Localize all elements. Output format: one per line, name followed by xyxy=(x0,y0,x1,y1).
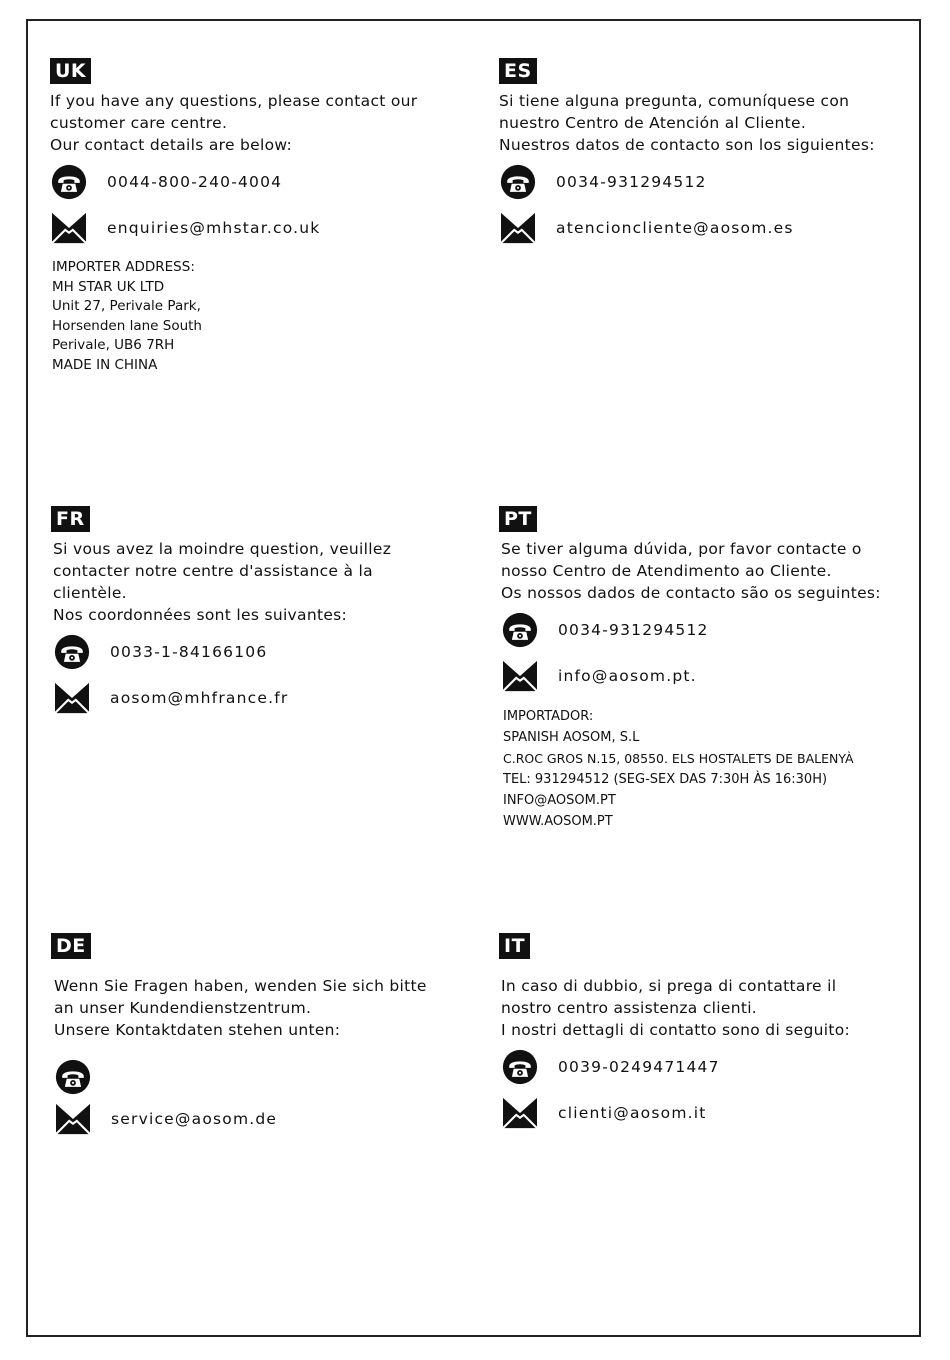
email-address-pt: info@aosom.pt. xyxy=(558,667,697,685)
address-line: MH STAR UK LTD xyxy=(52,278,165,295)
email-row-uk xyxy=(50,208,470,248)
intro-text-uk xyxy=(50,90,470,156)
section-it xyxy=(499,933,919,1133)
envelope-icon xyxy=(501,1095,539,1131)
language-badge-es: ES xyxy=(499,58,537,84)
intro-line: an unser Kundendienstzentrum. xyxy=(54,999,312,1017)
telephone-icon xyxy=(499,164,537,200)
intro-line: Os nossos dados de contacto são os seguintes: xyxy=(501,584,881,602)
intro-text-fr xyxy=(53,538,471,626)
email-address-uk: enquiries@mhstar.co.uk xyxy=(107,219,321,237)
telephone-icon xyxy=(53,634,91,670)
envelope-icon xyxy=(54,1101,92,1137)
intro-line: customer care centre. xyxy=(50,114,228,132)
address-line: Perivale, UB6 7RH xyxy=(52,337,175,353)
envelope-icon xyxy=(501,658,539,694)
intro-line: Nos coordonnées sont les suivantes: xyxy=(53,606,348,624)
phone-number-uk: 0044-800-240-4004 xyxy=(107,173,283,191)
phone-row-de xyxy=(54,1057,471,1097)
section-es xyxy=(499,58,919,248)
email-row-it xyxy=(501,1093,919,1133)
email-row-es xyxy=(499,208,919,248)
phone-number-es: 0034-931294512 xyxy=(556,173,707,191)
intro-line: clientèle. xyxy=(53,584,127,602)
intro-line: Unsere Kontaktdaten stehen unten: xyxy=(54,1021,341,1039)
intro-line: If you have any questions, please contact our xyxy=(50,92,418,110)
intro-line: Si tiene alguna pregunta, comuníquese con xyxy=(499,92,850,110)
email-address-de: service@aosom.de xyxy=(111,1110,278,1128)
address-line: INFO@AOSOM.PT xyxy=(503,793,616,808)
telephone-icon xyxy=(501,1049,539,1085)
intro-line: nosso Centro de Atendimento ao Cliente. xyxy=(501,562,832,580)
section-pt xyxy=(499,506,919,832)
envelope-icon xyxy=(50,210,88,246)
intro-text-de xyxy=(54,975,471,1041)
email-row-pt xyxy=(501,656,919,696)
email-address-fr: aosom@mhfrance.fr xyxy=(110,689,289,707)
phone-number-it: 0039-0249471447 xyxy=(558,1058,720,1076)
telephone-icon xyxy=(54,1059,92,1095)
phone-row-pt xyxy=(501,610,919,650)
language-badge-fr: FR xyxy=(51,506,90,532)
intro-text-it xyxy=(501,975,919,1041)
envelope-icon xyxy=(499,210,537,246)
address-line: C.ROC GROS N.15, 08550. ELS HOSTALETS DE BALENYÀ xyxy=(503,751,854,766)
language-badge-it: IT xyxy=(499,933,530,959)
telephone-icon xyxy=(501,612,539,648)
intro-line: In caso di dubbio, si prega di contattare il xyxy=(501,977,837,995)
intro-line: Wenn Sie Fragen haben, wenden Sie sich bitte xyxy=(54,977,427,995)
phone-row-es xyxy=(499,162,919,202)
intro-line: nuestro Centro de Atención al Cliente. xyxy=(499,114,807,132)
intro-line: contacter notre centre d'assistance à la xyxy=(53,562,373,580)
address-line: SPANISH AOSOM, S.L xyxy=(503,730,640,745)
telephone-icon xyxy=(50,164,88,200)
phone-row-fr xyxy=(53,632,471,672)
intro-text-es xyxy=(499,90,919,156)
section-uk xyxy=(50,58,470,375)
intro-line: Our contact details are below: xyxy=(50,136,293,154)
importer-address-pt xyxy=(503,706,919,832)
envelope-icon xyxy=(53,680,91,716)
address-line: IMPORTER ADDRESS: xyxy=(52,259,195,275)
language-badge-de: DE xyxy=(51,933,91,959)
address-line: TEL: 931294512 (SEG-SEX DAS 7:30H ÀS 16:30H) xyxy=(503,772,828,787)
section-de xyxy=(51,933,471,1139)
language-badge-pt: PT xyxy=(499,506,537,532)
email-row-fr xyxy=(53,678,471,718)
intro-line: Se tiver alguma dúvida, por favor contacte o xyxy=(501,540,862,558)
phone-row-uk xyxy=(50,162,470,202)
address-line: Unit 27, Perivale Park, xyxy=(52,298,201,314)
intro-line: I nostri dettagli di contatto sono di seguito: xyxy=(501,1021,851,1039)
email-address-es: atencioncliente@aosom.es xyxy=(556,219,794,237)
address-line: MADE IN CHINA xyxy=(52,356,158,373)
phone-number-pt: 0034-931294512 xyxy=(558,621,709,639)
address-line: IMPORTADOR: xyxy=(503,709,594,724)
email-address-it: clienti@aosom.it xyxy=(558,1104,707,1122)
intro-text-pt xyxy=(501,538,919,604)
phone-row-it xyxy=(501,1047,919,1087)
language-badge-uk: UK xyxy=(50,58,91,84)
intro-line: Nuestros datos de contacto son los siguientes: xyxy=(499,136,875,154)
address-line: Horsenden lane South xyxy=(52,317,202,334)
address-line: WWW.AOSOM.PT xyxy=(503,814,613,829)
intro-line: Si vous avez la moindre question, veuillez xyxy=(53,540,392,558)
phone-number-fr: 0033-1-84166106 xyxy=(110,643,268,661)
email-row-de xyxy=(54,1099,471,1139)
importer-address-uk xyxy=(52,258,470,375)
section-fr xyxy=(51,506,471,718)
intro-line: nostro centro assistenza clienti. xyxy=(501,999,758,1017)
